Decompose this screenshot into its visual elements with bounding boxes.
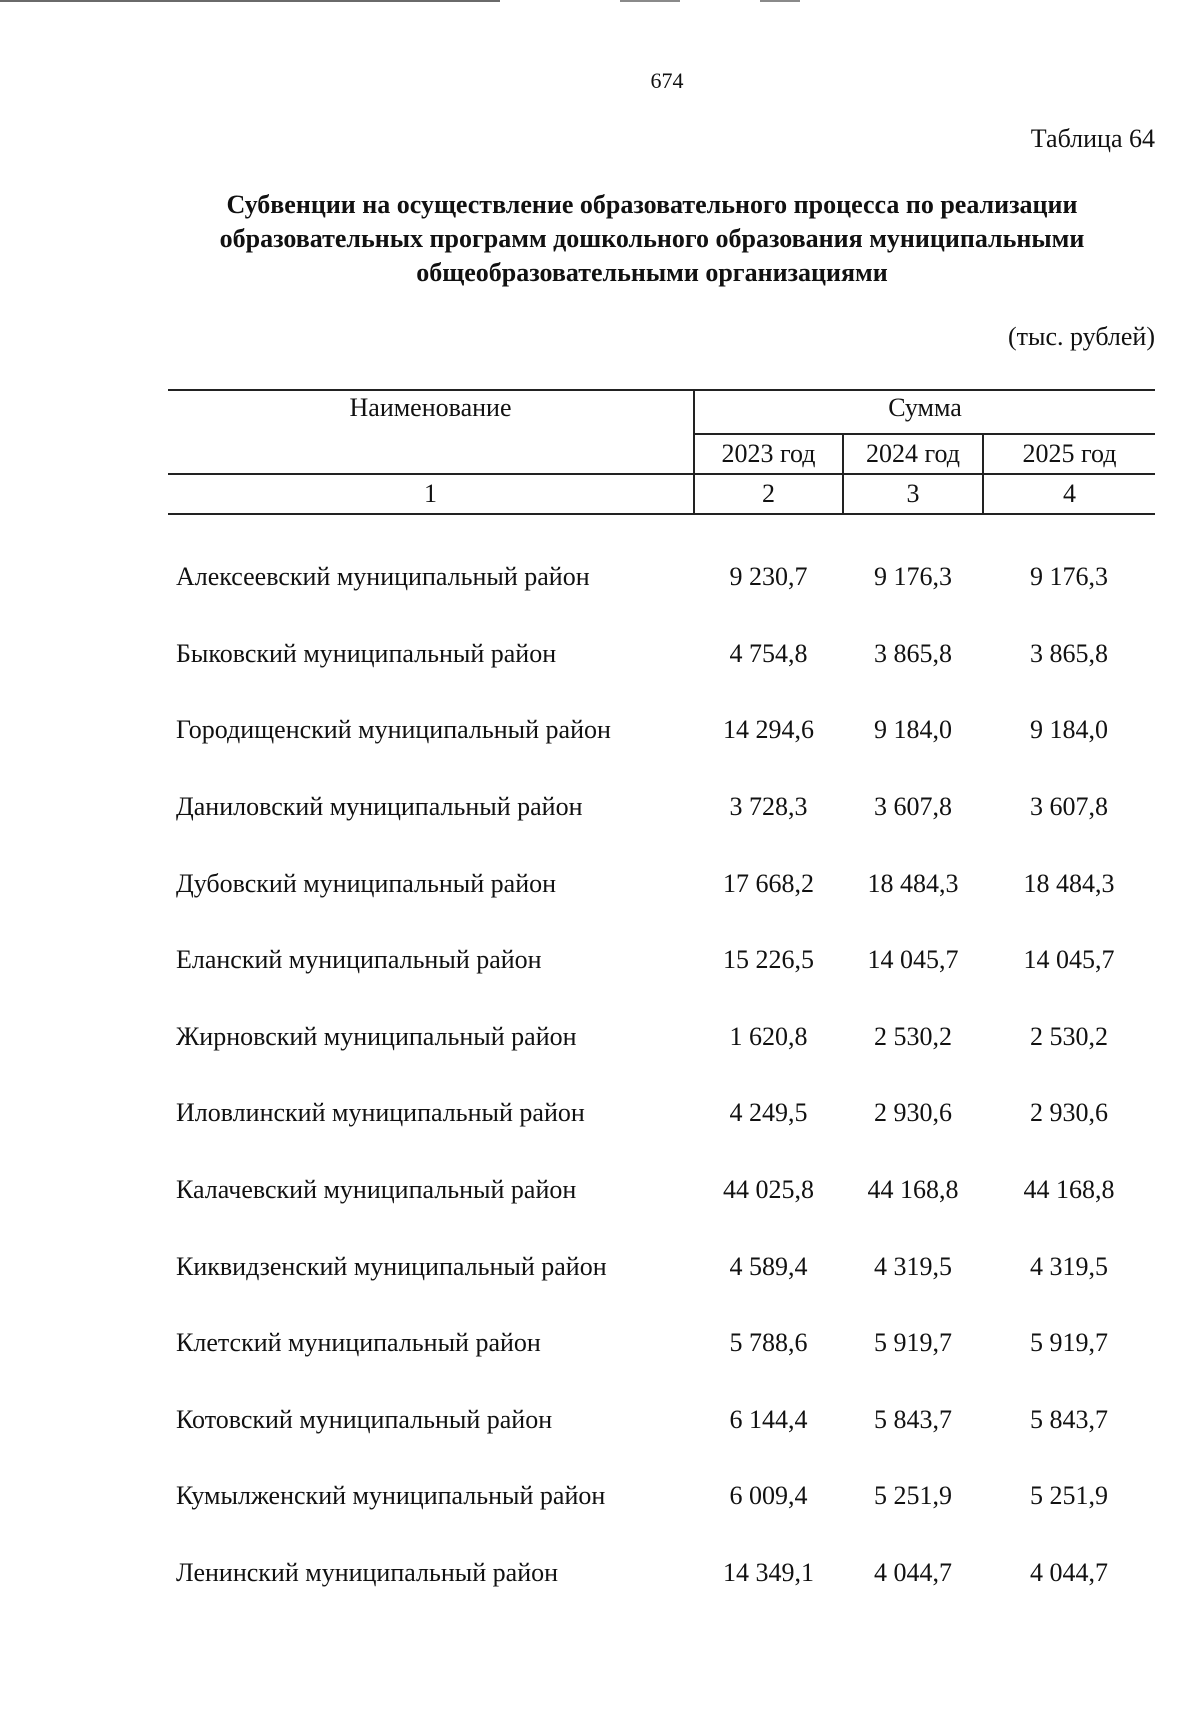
row-2023: 15 226,5 [723, 945, 814, 975]
row-2024: 44 168,8 [867, 1175, 959, 1205]
row-2023: 44 025,8 [723, 1175, 814, 1205]
table-row [168, 539, 1155, 616]
column-number-3: 3 [843, 474, 983, 514]
row-2025: 18 484,3 [1023, 868, 1115, 898]
row-2024: 9 184,0 [874, 715, 952, 745]
table-row [168, 1382, 1155, 1459]
table-row [168, 769, 1155, 846]
row-name: Еланский муниципальный район [176, 945, 542, 975]
header-year-2023: 2023 год [694, 434, 843, 474]
row-2023: 3 728,3 [729, 792, 808, 822]
column-number-4: 4 [983, 474, 1155, 514]
row-name: Киквидзенский муниципальный район [176, 1251, 607, 1281]
subsidies-table [168, 389, 1155, 1611]
column-number-1: 1 [168, 474, 694, 514]
units-label: (тыс. рублей) [1007, 322, 1155, 351]
table-row [168, 1305, 1155, 1382]
row-name: Клетский муниципальный район [176, 1328, 541, 1358]
row-name: Котовский муниципальный район [176, 1404, 553, 1434]
page-number: 674 [650, 68, 684, 93]
document-title: Субвенции на осуществление образовательного процесса по реализации образовательных программ дошкольного образования муниципальными общеобразовательными организациями [219, 190, 1085, 287]
row-name: Дубовский муниципальный район [176, 868, 557, 898]
table-caption: Таблица 64 [1030, 124, 1155, 153]
table-row [168, 1075, 1155, 1152]
scan-edge-dash [620, 0, 680, 2]
row-2025: 9 176,3 [1030, 562, 1108, 592]
row-2025: 4 044,7 [1030, 1558, 1108, 1588]
header-year-2024: 2024 год [843, 434, 983, 474]
row-2024: 4 319,5 [874, 1251, 952, 1281]
table-row [168, 1228, 1155, 1305]
row-2024: 3 865,8 [874, 638, 952, 668]
table-row [168, 1152, 1155, 1229]
header-name: Наименование [168, 390, 694, 474]
row-2024: 18 484,3 [867, 868, 959, 898]
row-2025: 44 168,8 [1023, 1175, 1115, 1205]
scan-edge-dash [760, 0, 800, 2]
row-2024: 2 930,6 [874, 1098, 952, 1128]
row-2024: 3 607,8 [874, 792, 952, 822]
table-row [168, 845, 1155, 922]
row-2024: 5 843,7 [874, 1404, 952, 1434]
row-2023: 4 754,8 [729, 638, 808, 668]
row-2025: 5 919,7 [1030, 1328, 1108, 1358]
row-name: Кумылженский муниципальный район [176, 1481, 606, 1511]
table-row [168, 1458, 1155, 1535]
row-name: Быковский муниципальный район [176, 638, 557, 668]
row-2023: 5 788,6 [729, 1328, 808, 1358]
row-2023: 4 589,4 [729, 1251, 808, 1281]
row-2025: 2 530,2 [1030, 1021, 1108, 1051]
row-2024: 2 530,2 [874, 1021, 952, 1051]
row-name: Ленинский муниципальный район [176, 1558, 559, 1588]
row-2024: 14 045,7 [867, 945, 959, 975]
row-2025: 5 251,9 [1030, 1481, 1108, 1511]
table-row [168, 616, 1155, 693]
row-name: Даниловский муниципальный район [176, 792, 583, 822]
row-name: Алексеевский муниципальный район [176, 562, 590, 592]
row-2023: 1 620,8 [729, 1021, 808, 1051]
row-name: Иловлинский муниципальный район [176, 1098, 585, 1128]
header-sum: Сумма [694, 390, 1155, 434]
row-2025: 9 184,0 [1030, 715, 1108, 745]
row-name: Городищенский муниципальный район [176, 715, 611, 745]
row-2025: 4 319,5 [1030, 1251, 1108, 1281]
row-2025: 3 865,8 [1030, 638, 1108, 668]
row-2025: 3 607,8 [1030, 792, 1108, 822]
scan-edge-line [0, 0, 500, 2]
row-2025: 14 045,7 [1023, 945, 1115, 975]
table-row [168, 922, 1155, 999]
header-year-2025: 2025 год [983, 434, 1155, 474]
row-2024: 5 251,9 [874, 1481, 952, 1511]
row-2023: 14 294,6 [723, 715, 814, 745]
row-2024: 5 919,7 [874, 1328, 952, 1358]
row-2024: 9 176,3 [874, 562, 952, 592]
row-2025: 2 930,6 [1030, 1098, 1108, 1128]
column-number-2: 2 [694, 474, 843, 514]
table-row [168, 999, 1155, 1076]
row-2023: 4 249,5 [729, 1098, 808, 1128]
row-2023: 6 009,4 [729, 1481, 808, 1511]
row-2023: 6 144,4 [729, 1404, 808, 1434]
row-2024: 4 044,7 [874, 1558, 952, 1588]
row-2023: 9 230,7 [729, 562, 808, 592]
row-name: Жирновский муниципальный район [176, 1021, 577, 1051]
row-2023: 14 349,1 [723, 1558, 814, 1588]
table-row [168, 692, 1155, 769]
row-2025: 5 843,7 [1030, 1404, 1108, 1434]
row-name: Калачевский муниципальный район [176, 1175, 577, 1205]
row-2023: 17 668,2 [723, 868, 814, 898]
table-row [168, 1535, 1155, 1612]
